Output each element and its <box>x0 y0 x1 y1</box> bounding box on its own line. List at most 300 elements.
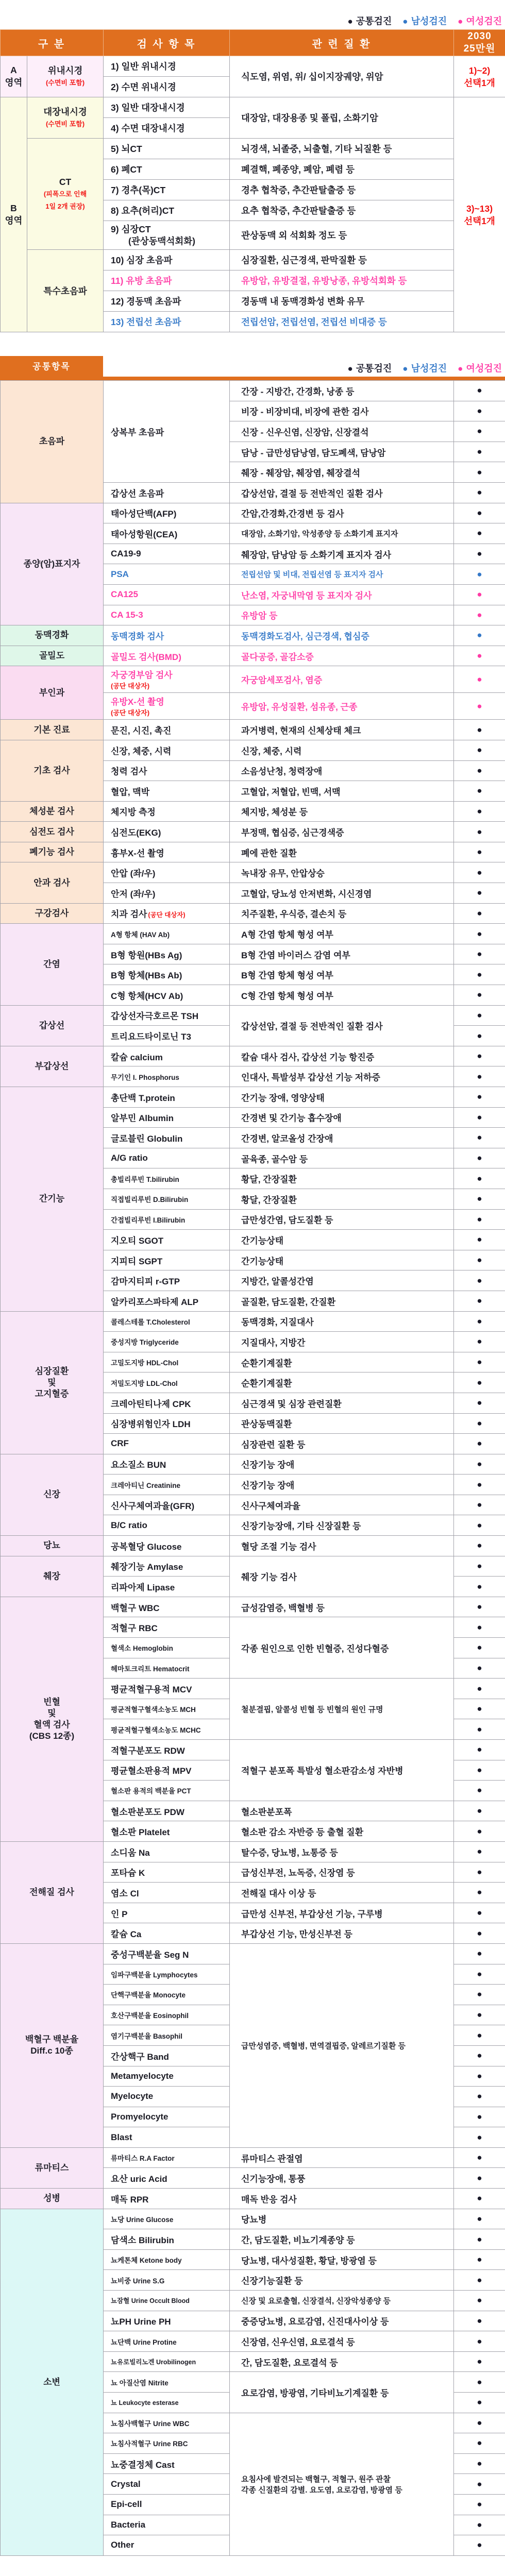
table-row <box>1 56 505 77</box>
disease-cell: 칼슘 대사 검사, 갑상선 기능 항진증 <box>230 1046 454 1066</box>
disease-cell: 인대사, 특발성부 갑상선 기능 저하증 <box>230 1066 454 1087</box>
dot-common: ● <box>454 2393 505 2413</box>
table-row <box>1 1046 505 1066</box>
table-row <box>1 1454 505 1475</box>
exam-item-cell: 신사구체여과율(GFR) <box>104 1495 230 1515</box>
dot-common: ● <box>454 1475 505 1495</box>
disease-cell: 경추 협착증, 추간판탈출증 등 <box>230 180 454 200</box>
dot-common: ● <box>454 2311 505 2331</box>
legend-item-female <box>458 363 502 374</box>
dot-common: ● <box>454 2066 505 2087</box>
dot-female: ● <box>454 666 505 693</box>
exam-item-cell: 뇨침사적혈구 Urine RBC <box>104 2433 230 2454</box>
dot-common: ● <box>454 2291 505 2311</box>
exam-item-cell: 1) 일반 위내시경 <box>104 56 230 77</box>
exam-item-cell: 헤마토크리트 Hematocrit <box>104 1658 230 1679</box>
exam-item-cell: 혈색소 Hemoglobin <box>104 1638 230 1658</box>
legend-common-label: 공통검진 <box>356 363 392 374</box>
category-cell: 백혈구 백분율 Diff.c 10종 <box>1 1943 104 2147</box>
legend-male-label: 남성검진 <box>411 363 447 374</box>
disease-cell: 갑상선암, 결절 등 전반적인 질환 검사 <box>230 1005 454 1046</box>
table-row <box>1 862 505 883</box>
orange-divider <box>0 377 505 380</box>
area-cell: A 영역 <box>1 56 27 97</box>
dot-common: ● <box>454 1862 505 1883</box>
legend-item-common <box>347 16 392 26</box>
disease-cell: 경동맥 내 동맥경화성 변화 유무 <box>230 291 454 312</box>
male-dot-icon: ● <box>402 364 408 374</box>
category-cell: CT (피폭으로 인해 1일 2개 권장) <box>27 139 104 250</box>
exam-item-cell: B형 항원(HBs Ag) <box>104 944 230 964</box>
dot-common: ● <box>454 2270 505 2291</box>
exam-item-cell: 갑상선 초음파 <box>104 482 230 503</box>
dot-common: ● <box>454 801 505 822</box>
dot-common: ● <box>454 1066 505 1087</box>
dot-common: ● <box>454 1168 505 1189</box>
dot-male: ● <box>454 564 505 585</box>
dot-common: ● <box>454 2189 505 2209</box>
category-cell: 부갑상선 <box>1 1046 104 1087</box>
area-cell: B 영역 <box>1 97 27 332</box>
category-cell: 간염 <box>1 924 104 1005</box>
disease-cell: 간장 - 지방간, 간경화, 낭종 등 <box>230 381 454 401</box>
legend-item-common <box>347 363 392 374</box>
exam-item-cell: 체지방 측정 <box>104 801 230 822</box>
disease-cell: 신장, 체중, 시력 <box>230 740 454 760</box>
disease-cell: 동맥경화, 지질대사 <box>230 1311 454 1332</box>
exam-item-cell: 리파아제 Lipase <box>104 1577 230 1597</box>
disease-cell: 심장관련 질환 등 <box>230 1434 454 1454</box>
dot-common: ● <box>454 1536 505 1556</box>
exam-item-cell: 인 P <box>104 1903 230 1923</box>
exam-item-cell: 임파구백분율 Lymphocytes <box>104 1964 230 1985</box>
category-cell: 위내시경 (수면비 포함) <box>27 56 104 97</box>
table-row <box>1 625 505 646</box>
disease-cell: 신장기능 장애 <box>230 1475 454 1495</box>
exam-item-cell: 12) 경동맥 초음파 <box>104 291 230 312</box>
category-cell: 당뇨 <box>1 1536 104 1556</box>
disease-cell: 지방간, 알콜성간염 <box>230 1270 454 1291</box>
dot-common: ● <box>454 2351 505 2372</box>
exam-item-cell: 뇨침사백혈구 Urine WBC <box>104 2413 230 2433</box>
exam-item-cell: Epi-cell <box>104 2494 230 2515</box>
disease-cell: 골다공증, 골감소증 <box>230 646 454 666</box>
exam-item-cell: 뇨 Leukocyte esterase <box>104 2393 230 2413</box>
exam-item-cell: 뇨당 Urine Glucose <box>104 2209 230 2229</box>
disease-cell: 간기능상태 <box>230 1250 454 1270</box>
exam-item-cell: 염기구백분율 Basophil <box>104 2025 230 2046</box>
exam-item-cell: Myelocyte <box>104 2087 230 2107</box>
exam-item-cell: 감마지티피 r-GTP <box>104 1270 230 1291</box>
dot-common: ● <box>454 2127 505 2148</box>
exam-item-cell: 공복혈당 Glucose <box>104 1536 230 1556</box>
exam-item-cell: B/C ratio <box>104 1515 230 1536</box>
exam-item-cell: 단핵구백분율 Monocyte <box>104 1985 230 2005</box>
dot-common: ● <box>454 1679 505 1699</box>
disease-cell: 적혈구 분포폭 특발성 혈소판감소성 자반병 <box>230 1740 454 1801</box>
exam-item-cell: 태아성단백(AFP) <box>104 503 230 523</box>
legend-female-label: 여성검진 <box>466 16 502 26</box>
dot-common: ● <box>454 2453 505 2474</box>
exam-item-cell: 심전도(EKG) <box>104 822 230 842</box>
disease-cell: 대장암, 소화기암, 악성종양 등 소화기계 표지자 <box>230 523 454 544</box>
disease-cell: 폐결핵, 폐종양, 폐암, 폐렴 등 <box>230 159 454 180</box>
common-items-header <box>0 356 505 380</box>
exam-item-cell: 문진, 시진, 촉진 <box>104 720 230 740</box>
disease-cell: 자궁암세포검사, 염증 <box>230 666 454 693</box>
disease-cell: 간암,간경화,간경변 등 검사 <box>230 503 454 523</box>
exam-item-cell: CRF <box>104 1434 230 1454</box>
exam-item-cell: 3) 일반 대장내시경 <box>104 97 230 118</box>
table-row <box>1 842 505 862</box>
exam-item-cell: 2) 수면 위내시경 <box>104 77 230 97</box>
dot-common: ● <box>454 1495 505 1515</box>
exam-item-cell: 요산 uric Acid <box>104 2168 230 2189</box>
exam-item-cell: 크레아티닌 Creatinine <box>104 1475 230 1495</box>
exam-item-cell: 치과 검사 (공단 대상자) <box>104 903 230 924</box>
disease-cell: 당뇨병, 대사성질환, 황달, 방광염 등 <box>230 2249 454 2270</box>
dot-common: ● <box>454 523 505 544</box>
disease-cell: 간, 담도질환, 요로결석 등 <box>230 2351 454 2372</box>
disease-cell: C형 간염 항체 형성 여부 <box>230 985 454 1006</box>
disease-cell: 식도염, 위염, 위/ 십이지장궤양, 위암 <box>230 56 454 97</box>
exam-item-cell: 알카리포스파타제 ALP <box>104 1291 230 1311</box>
exam-item-cell: 상복부 초음파 <box>104 381 230 483</box>
disease-cell: 췌장 기능 검사 <box>230 1556 454 1597</box>
table-row <box>1 503 505 523</box>
disease-cell: 급성감염증, 백혈병 등 <box>230 1597 454 1617</box>
exam-item-cell: 뇨잠혈 Urine Occult Blood <box>104 2291 230 2311</box>
dot-common: ● <box>454 2229 505 2250</box>
dot-common: ● <box>454 482 505 503</box>
category-cell: 심전도 검사 <box>1 822 104 842</box>
disease-cell: 전립선암 및 비대, 전립선염 등 표지자 검사 <box>230 564 454 585</box>
disease-cell: 간기능상태 <box>230 1230 454 1250</box>
category-cell: 종양(암)표지자 <box>1 503 104 625</box>
exam-item-cell: 총단백 T.protein <box>104 1087 230 1108</box>
dot-common: ● <box>454 903 505 924</box>
exam-item-cell: 글로블린 Globulin <box>104 1128 230 1148</box>
dot-common: ● <box>454 862 505 883</box>
legend-top <box>0 14 505 28</box>
legend-item-male <box>402 16 447 26</box>
dot-common: ● <box>454 462 505 483</box>
category-cell: 심장질환 및 고지혈증 <box>1 1311 104 1454</box>
category-cell: 대장내시경 (수면비 포함) <box>27 97 104 139</box>
dot-common: ● <box>454 760 505 781</box>
exam-item-cell: 뇨단백 Urine Protine <box>104 2331 230 2352</box>
exam-item-cell: 뇨유로빌리노겐 Urobilinogen <box>104 2351 230 2372</box>
category-cell: 빈혈 및 혈액 검사 (CBS 12종) <box>1 1597 104 1841</box>
disease-cell: 신장기능 장애 <box>230 1454 454 1475</box>
dot-common: ● <box>454 1046 505 1066</box>
exam-item-cell: 지오티 SGOT <box>104 1230 230 1250</box>
dot-common: ● <box>454 1189 505 1209</box>
category-cell: 류마티스 <box>1 2147 104 2188</box>
dot-common: ● <box>454 720 505 740</box>
dot-common: ● <box>454 1230 505 1250</box>
table-row <box>1 1841 505 1862</box>
disease-cell: 골육종, 골수암 등 <box>230 1148 454 1168</box>
disease-cell: 췌장암, 담낭암 등 소화기계 표지자 검사 <box>230 544 454 564</box>
dot-common: ● <box>454 1148 505 1168</box>
disease-cell: 각종 원인으로 인한 빈혈증, 진성다혈증 <box>230 1617 454 1679</box>
dot-common: ● <box>454 1270 505 1291</box>
dot-common: ● <box>454 2413 505 2433</box>
dot-common: ● <box>454 1923 505 1944</box>
legend-female-label: 여성검진 <box>466 363 502 374</box>
dot-common: ● <box>454 544 505 564</box>
dot-common: ● <box>454 2249 505 2270</box>
disease-cell: 급만성 신부전, 부갑상선 기능, 구루병 <box>230 1903 454 1923</box>
exam-item-cell: 평균적혈구혈색소농도 MCHC <box>104 1719 230 1740</box>
category-cell: 간기능 <box>1 1087 104 1312</box>
exam-item-cell: 무기인 I. Phosphorus <box>104 1066 230 1087</box>
legend-bottom <box>108 362 505 375</box>
category-cell: 안과 검사 <box>1 862 104 903</box>
dot-common: ● <box>454 2005 505 2025</box>
exam-item-cell: PSA <box>104 564 230 585</box>
disease-cell: 류마티스 관절염 <box>230 2147 454 2168</box>
exam-item-cell: 태아성항원(CEA) <box>104 523 230 544</box>
exam-item-cell: 뇨중결정체 Cast <box>104 2453 230 2474</box>
dot-common: ● <box>454 381 505 401</box>
category-cell: 특수초음파 <box>27 250 104 332</box>
dot-male: ● <box>454 625 505 646</box>
dot-common: ● <box>454 1964 505 1985</box>
category-cell: 체성분 검사 <box>1 801 104 822</box>
disease-cell: 순환기계질환 <box>230 1372 454 1393</box>
exam-item-cell: 혈압, 맥박 <box>104 781 230 802</box>
disease-cell: 매독 반응 검사 <box>230 2189 454 2209</box>
dot-common: ● <box>454 2494 505 2515</box>
dot-common: ● <box>454 1005 505 1026</box>
disease-cell: 신장염, 신우신염, 요로결석 등 <box>230 2331 454 2352</box>
dot-common: ● <box>454 1434 505 1454</box>
exam-item-cell: 심장병위험인자 LDH <box>104 1413 230 1434</box>
disease-cell: 과거병력, 현재의 신체상태 체크 <box>230 720 454 740</box>
table-row <box>1 1943 505 1964</box>
dot-common: ● <box>454 503 505 523</box>
disease-cell: 간경변 및 간기능 흡수장애 <box>230 1107 454 1128</box>
exam-item-cell: 적혈구 RBC <box>104 1617 230 1638</box>
disease-cell: 신기능장애, 통풍 <box>230 2168 454 2189</box>
dot-common: ● <box>454 1821 505 1842</box>
exam-item-cell: A/G ratio <box>104 1148 230 1168</box>
dot-common: ● <box>454 964 505 985</box>
dot-common: ● <box>454 1311 505 1332</box>
dot-common: ● <box>454 822 505 842</box>
tab-common-items: 공통항목 <box>0 356 103 380</box>
header-exam-item: 검 사 항 목 <box>104 30 230 56</box>
dot-common: ● <box>454 1250 505 1270</box>
dot-common: ● <box>454 1352 505 1372</box>
table-row <box>1 1005 505 1026</box>
disease-cell: 요추 협착증, 추간판탈출증 등 <box>230 200 454 221</box>
exam-item-cell: 총빌리루빈 T.bilirubin <box>104 1168 230 1189</box>
disease-cell: B형 간염 바이러스 감염 여부 <box>230 944 454 964</box>
disease-cell: B형 간염 항체 형성 여부 <box>230 964 454 985</box>
dot-common: ● <box>454 985 505 1006</box>
table-row <box>1 646 505 666</box>
category-cell: 동맥경화 <box>1 625 104 646</box>
category-cell: 성병 <box>1 2189 104 2209</box>
exam-item-cell: 칼슘 Ca <box>104 1923 230 1944</box>
dot-female: ● <box>454 646 505 666</box>
exam-item-cell: 트리요드타이로닌 T3 <box>104 1026 230 1046</box>
table-row <box>1 903 505 924</box>
dot-common: ● <box>454 883 505 904</box>
table-row <box>1 740 505 760</box>
common-dot-icon: ● <box>347 364 352 374</box>
legend-common-label: 공통검진 <box>356 16 392 26</box>
table-row <box>1 2209 505 2229</box>
exam-item-cell: 뇨비중 Urine S.G <box>104 2270 230 2291</box>
disease-cell: 신장 및 요로출혈, 신장결석, 신장악성종양 등 <box>230 2291 454 2311</box>
dot-common: ● <box>454 1781 505 1801</box>
exam-item-cell: A형 항체 (HAV Ab) <box>104 924 230 944</box>
category-cell: 소변 <box>1 2209 104 2555</box>
disease-cell: 심근경색 및 심장 관련질환 <box>230 1393 454 1413</box>
dot-common: ● <box>454 2474 505 2495</box>
table-row <box>1 924 505 944</box>
exam-item-cell: Promyelocyte <box>104 2107 230 2127</box>
dot-common: ● <box>454 421 505 442</box>
exam-item-cell: 13) 전립선 초음파 <box>104 312 230 332</box>
table-row <box>1 2147 505 2168</box>
exam-item-cell: 동맥경화 검사 <box>104 625 230 646</box>
exam-item-cell: 혈소판 Platelet <box>104 1821 230 1842</box>
disease-cell: 신사구체여과율 <box>230 1495 454 1515</box>
exam-item-cell: C형 항체(HCV Ab) <box>104 985 230 1006</box>
exam-item-cell: 백혈구 WBC <box>104 1597 230 1617</box>
exam-item-cell: 안저 (좌/우) <box>104 883 230 904</box>
disease-cell: 유방암 등 <box>230 605 454 625</box>
disease-cell: 간경변, 알코올성 간장애 <box>230 1128 454 1148</box>
table-row <box>1 97 505 118</box>
disease-cell: 뇌경색, 뇌졸중, 뇌출혈, 기타 뇌질환 등 <box>230 139 454 159</box>
exam-item-cell: 뇨PH Urine PH <box>104 2311 230 2331</box>
dot-common: ● <box>454 1801 505 1821</box>
male-dot-icon: ● <box>402 16 408 26</box>
table1-header-row <box>1 30 505 56</box>
disease-cell: 급성신부전, 뇨독증, 신장염 등 <box>230 1862 454 1883</box>
disease-cell: 신장기능질환 등 <box>230 2270 454 2291</box>
disease-cell: 소음성난청, 청력장애 <box>230 760 454 781</box>
dot-common: ● <box>454 1883 505 1903</box>
disease-cell: 녹내장 유무, 안압상승 <box>230 862 454 883</box>
exam-item-cell: CA125 <box>104 584 230 605</box>
disease-cell: 전립선암, 전립선염, 전립선 비대증 등 <box>230 312 454 332</box>
disease-cell: 황달, 간장질환 <box>230 1168 454 1189</box>
exam-item-cell: 6) 폐CT <box>104 159 230 180</box>
disease-cell: 당뇨병 <box>230 2209 454 2229</box>
exam-item-cell: 담색소 Bilirubin <box>104 2229 230 2250</box>
exam-item-cell: Bacteria <box>104 2515 230 2535</box>
exam-item-cell: 11) 유방 초음파 <box>104 270 230 291</box>
disease-cell: 혈소판분포폭 <box>230 1801 454 1821</box>
table-row <box>1 1536 505 1556</box>
exam-item-cell: 골밀도 검사(BMD) <box>104 646 230 666</box>
disease-cell: 췌장 - 췌장암, 췌장염, 췌장결석 <box>230 462 454 483</box>
dot-common: ● <box>454 842 505 862</box>
dot-common: ● <box>454 1128 505 1148</box>
category-cell: 부인과 <box>1 666 104 720</box>
table-row <box>1 381 505 401</box>
dot-common: ● <box>454 944 505 964</box>
dot-common: ● <box>454 2147 505 2168</box>
legend-male-label: 남성검진 <box>411 16 447 26</box>
dot-common: ● <box>454 1719 505 1740</box>
exam-item-cell: 10) 심장 초음파 <box>104 250 230 270</box>
dot-common: ● <box>454 2433 505 2454</box>
disease-cell: 전해질 대사 이상 등 <box>230 1883 454 1903</box>
dot-common: ● <box>454 2515 505 2535</box>
exam-item-cell: 매독 RPR <box>104 2189 230 2209</box>
exam-item-cell: Other <box>104 2535 230 2556</box>
disease-cell: 간, 담도질환, 비뇨기계종양 등 <box>230 2229 454 2250</box>
disease-cell: 비장 - 비장비대, 비장에 관한 검사 <box>230 401 454 421</box>
category-cell: 골밀도 <box>1 646 104 666</box>
exam-item-cell: B형 항체(HBs Ab) <box>104 964 230 985</box>
dot-common: ● <box>454 781 505 802</box>
disease-cell: 동맥경화도검사, 심근경색, 협심증 <box>230 625 454 646</box>
disease-cell: 중증당뇨병, 요로감염, 신진대사이상 등 <box>230 2311 454 2331</box>
exam-item-cell: 평균적혈구혈색소농도 MCH <box>104 1699 230 1719</box>
female-dot-icon: ● <box>458 16 463 26</box>
disease-cell: 황달, 간장질환 <box>230 1189 454 1209</box>
dot-common: ● <box>454 2025 505 2046</box>
dot-common: ● <box>454 740 505 760</box>
dot-common: ● <box>454 1760 505 1781</box>
disease-cell: 급만성간염, 담도질환 등 <box>230 1209 454 1230</box>
exam-item-cell: 혈소판분포도 PDW <box>104 1801 230 1821</box>
dot-common: ● <box>454 1903 505 1923</box>
price-selection-cell: 1)~2) 선택1개 <box>454 56 505 97</box>
exam-item-cell: 청력 검사 <box>104 760 230 781</box>
exam-item-cell: 안압 (좌/우) <box>104 862 230 883</box>
disease-cell: 유방암, 유성질환, 섬유종, 근종 <box>230 693 454 720</box>
disease-cell: 심장질환, 심근경색, 판막질환 등 <box>230 250 454 270</box>
category-cell: 췌장 <box>1 1556 104 1597</box>
legend-item-female <box>458 16 502 26</box>
table-row <box>1 1597 505 1617</box>
header-gubun: 구 분 <box>1 30 104 56</box>
dot-common: ● <box>454 1577 505 1597</box>
dot-common: ● <box>454 1413 505 1434</box>
disease-cell: 요로감염, 방광염, 기타비뇨기계질환 등 <box>230 2372 454 2413</box>
disease-cell: 혈소판 감소 자반증 등 출혈 질환 <box>230 1821 454 1842</box>
exam-item-cell: 자궁경부암 검사 (공단 대상자) <box>104 666 230 693</box>
dot-common: ● <box>454 1332 505 1352</box>
dot-female: ● <box>454 693 505 720</box>
exam-item-cell: 간상핵구 Band <box>104 2045 230 2066</box>
header-related-disease: 관 련 질 환 <box>230 30 454 56</box>
dot-common: ● <box>454 401 505 421</box>
table-row <box>1 1311 505 1332</box>
dot-common: ● <box>454 1291 505 1311</box>
dot-common: ● <box>454 1617 505 1638</box>
exam-item-cell: 중성구백분율 Seg N <box>104 1943 230 1964</box>
exam-item-cell: Blast <box>104 2127 230 2148</box>
dot-common: ● <box>454 2209 505 2229</box>
exam-item-cell: 9) 심장CT (관상동맥석회화) <box>104 221 230 250</box>
dot-common: ● <box>454 1985 505 2005</box>
dot-common: ● <box>454 1699 505 1719</box>
table-row <box>1 822 505 842</box>
disease-cell: 관상동맥 외 석회화 정도 등 <box>230 221 454 250</box>
exam-item-cell: Crystal <box>104 2474 230 2495</box>
